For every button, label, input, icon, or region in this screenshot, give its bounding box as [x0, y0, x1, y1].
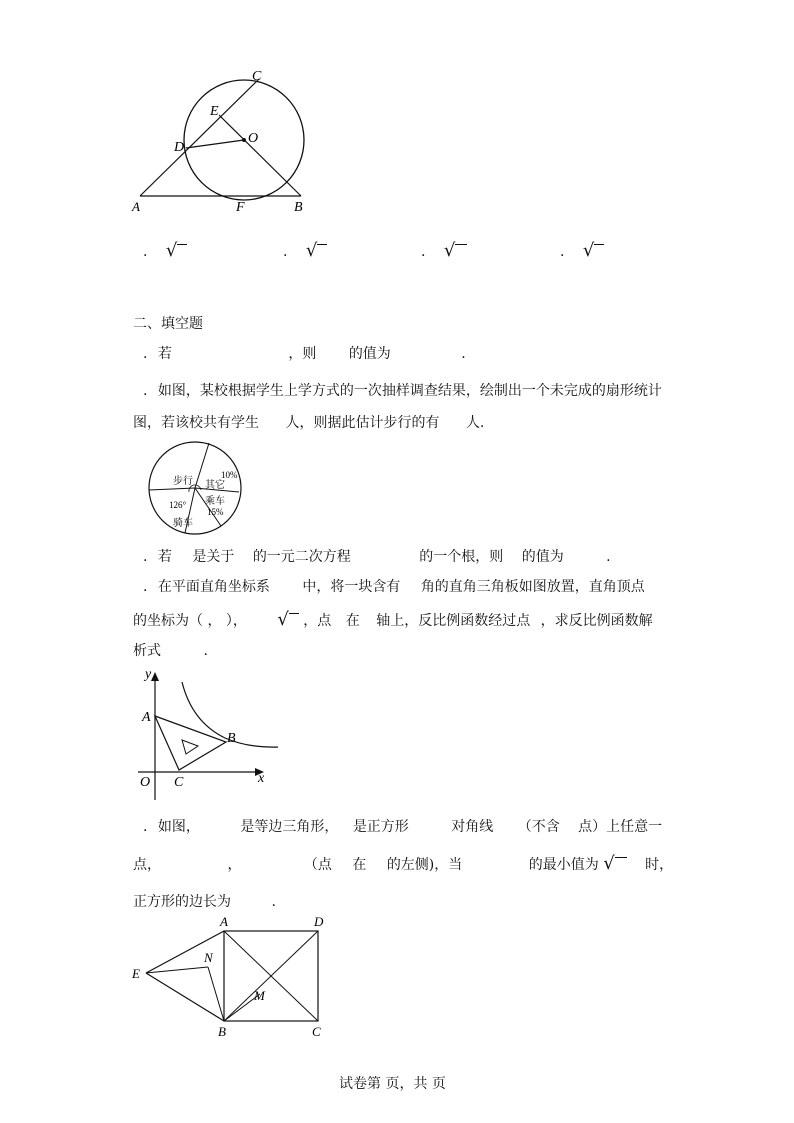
q4-text-1c: 角的直角三角板如图放置，直角顶点 — [420, 579, 645, 595]
q5-text-2e: 的左侧)，当 — [386, 857, 463, 873]
section-heading: 二、填空题 — [133, 316, 203, 332]
pie-label-other-pct: 10% — [221, 470, 238, 480]
option-dot: . — [283, 244, 288, 260]
label-B: B — [227, 731, 236, 746]
sqrt-symbol: √ — [165, 240, 178, 261]
label-A: A — [220, 914, 228, 929]
question-1 — [143, 343, 466, 363]
q5-text-2f: 的最小值为 — [528, 857, 599, 873]
sqrt-symbol: √ — [443, 240, 456, 261]
label-C: C — [312, 1024, 321, 1039]
q4-text-1a: 在平面直角坐标系 — [157, 579, 270, 595]
q5-text-1d: 对角线 — [451, 819, 494, 835]
square-triangle-figure — [128, 912, 338, 1042]
q2-text-2b: 人，则据此估计步行的有 — [285, 415, 440, 431]
label-N: N — [204, 950, 213, 965]
q2-text-1: 如图，某校根据学生上学方式的一次抽样调查结果，绘制出一个未完成的扇形统计 — [157, 383, 662, 399]
option-b[interactable] — [283, 240, 327, 261]
label-y: y — [145, 667, 152, 682]
label-B: B — [294, 200, 303, 215]
q4-text-1b: 中，将一块含有 — [302, 579, 401, 595]
pie-label-walk: 步行 — [173, 476, 193, 487]
q1-text-3: 的值为 — [348, 346, 391, 362]
q1-end: . — [461, 346, 466, 362]
page-footer: 试卷第 页，共 页 — [339, 1076, 446, 1092]
pie-label-ride: 乘车 — [205, 496, 225, 507]
option-c[interactable] — [421, 240, 467, 261]
option-a[interactable] — [143, 240, 187, 261]
q4-dot: . — [143, 579, 148, 595]
q2-text-2a: 图，若该校共有学生 — [133, 415, 259, 431]
q3-text-2: 是关于 — [192, 549, 235, 565]
question-5-line-1 — [143, 816, 662, 836]
label-E: E — [132, 966, 140, 981]
q1-dot: . — [143, 346, 148, 362]
q4-text-2c: 在 — [345, 613, 360, 629]
label-B: B — [218, 1024, 226, 1039]
q5-text-2b: ， — [227, 857, 242, 873]
option-dot: . — [421, 244, 426, 260]
label-A: A — [132, 199, 140, 214]
sqrt-symbol: √ — [277, 609, 289, 630]
q4-text-2b: ，点 — [303, 613, 332, 629]
q3-text-5: 的值为 — [521, 549, 564, 565]
pie-chart-figure — [143, 440, 248, 536]
label-C: C — [174, 775, 184, 790]
pie-label-angle: 126° — [169, 500, 187, 510]
label-O: O — [248, 131, 259, 146]
q1-text-1: 若 — [157, 346, 172, 362]
sqrt-symbol: √ — [305, 240, 318, 261]
q3-dot: . — [143, 549, 148, 565]
question-5-line-3 — [133, 891, 276, 911]
question-4-line-3 — [133, 640, 208, 660]
q4-text-2a: 的坐标为（ ， ）， — [133, 613, 247, 629]
q5-text-1c: 是正方形 — [352, 819, 409, 835]
pie-label-other: 其它 — [205, 480, 225, 491]
option-dot: . — [560, 244, 565, 260]
label-C: C — [252, 69, 262, 84]
q1-text-2: ，则 — [288, 346, 317, 362]
sqrt-symbol: √ — [603, 853, 615, 874]
q5-text-1e: （不含 — [517, 819, 560, 835]
question-5-line-2 — [133, 853, 673, 874]
question-2-line-2 — [133, 412, 484, 432]
center-point-O — [242, 138, 246, 142]
segment-EB — [219, 115, 301, 196]
q5-text-2g: 时， — [645, 857, 674, 873]
q3-text-4: 的一个根，则 — [419, 549, 504, 565]
label-D: D — [314, 914, 324, 929]
pie-divider — [149, 488, 195, 490]
option-d[interactable] — [560, 240, 604, 261]
segment-DO — [186, 140, 244, 148]
option-dot: . — [143, 244, 148, 260]
q5-text-2c: （点 — [303, 857, 332, 873]
label-E: E — [210, 104, 219, 119]
question-3 — [143, 546, 611, 566]
sqrt-symbol: √ — [582, 240, 595, 261]
question-4-line-2 — [133, 609, 653, 630]
label-A: A — [142, 710, 151, 725]
q3-text-1: 若 — [157, 549, 172, 565]
q3-end: . — [606, 549, 611, 565]
pie-label-bike: 骑车 — [173, 518, 193, 529]
q5-text-1b: 是等边三角形， — [240, 819, 339, 835]
q4-text-2d: 轴上，反比例函数经过点 — [376, 613, 531, 629]
hyperbola-triangle-figure — [130, 660, 290, 805]
q4-text-3a: 析式 — [133, 643, 161, 659]
q2-text-2c: 人. — [465, 415, 485, 431]
q5-text-2a: 点， — [133, 857, 161, 873]
label-F: F — [236, 200, 245, 215]
q4-end: . — [203, 643, 208, 659]
q5-end: . — [271, 894, 276, 910]
q5-text-2d: 在 — [352, 857, 367, 873]
inner-triangle — [182, 740, 198, 754]
q2-dot: . — [143, 383, 148, 399]
q5-dot: . — [143, 819, 148, 835]
pie-label-ride-pct: 15% — [207, 507, 224, 517]
q5-text-1a: 如图， — [157, 819, 200, 835]
label-O: O — [140, 775, 151, 790]
circle-triangle-figure — [120, 60, 330, 220]
q3-text-3: 的一元二次方程 — [252, 549, 351, 565]
q5-text-3a: 正方形的边长为 — [133, 894, 231, 910]
question-4-line-1 — [143, 576, 645, 596]
q5-text-1f: 点）上任意一 — [578, 819, 663, 835]
label-M: M — [254, 988, 265, 1003]
y-axis-arrow — [151, 672, 159, 681]
question-2-line-1 — [143, 380, 662, 400]
label-D: D — [174, 140, 185, 155]
q4-text-2e: ，求反比例函数解 — [540, 613, 653, 629]
label-x: x — [258, 771, 265, 786]
